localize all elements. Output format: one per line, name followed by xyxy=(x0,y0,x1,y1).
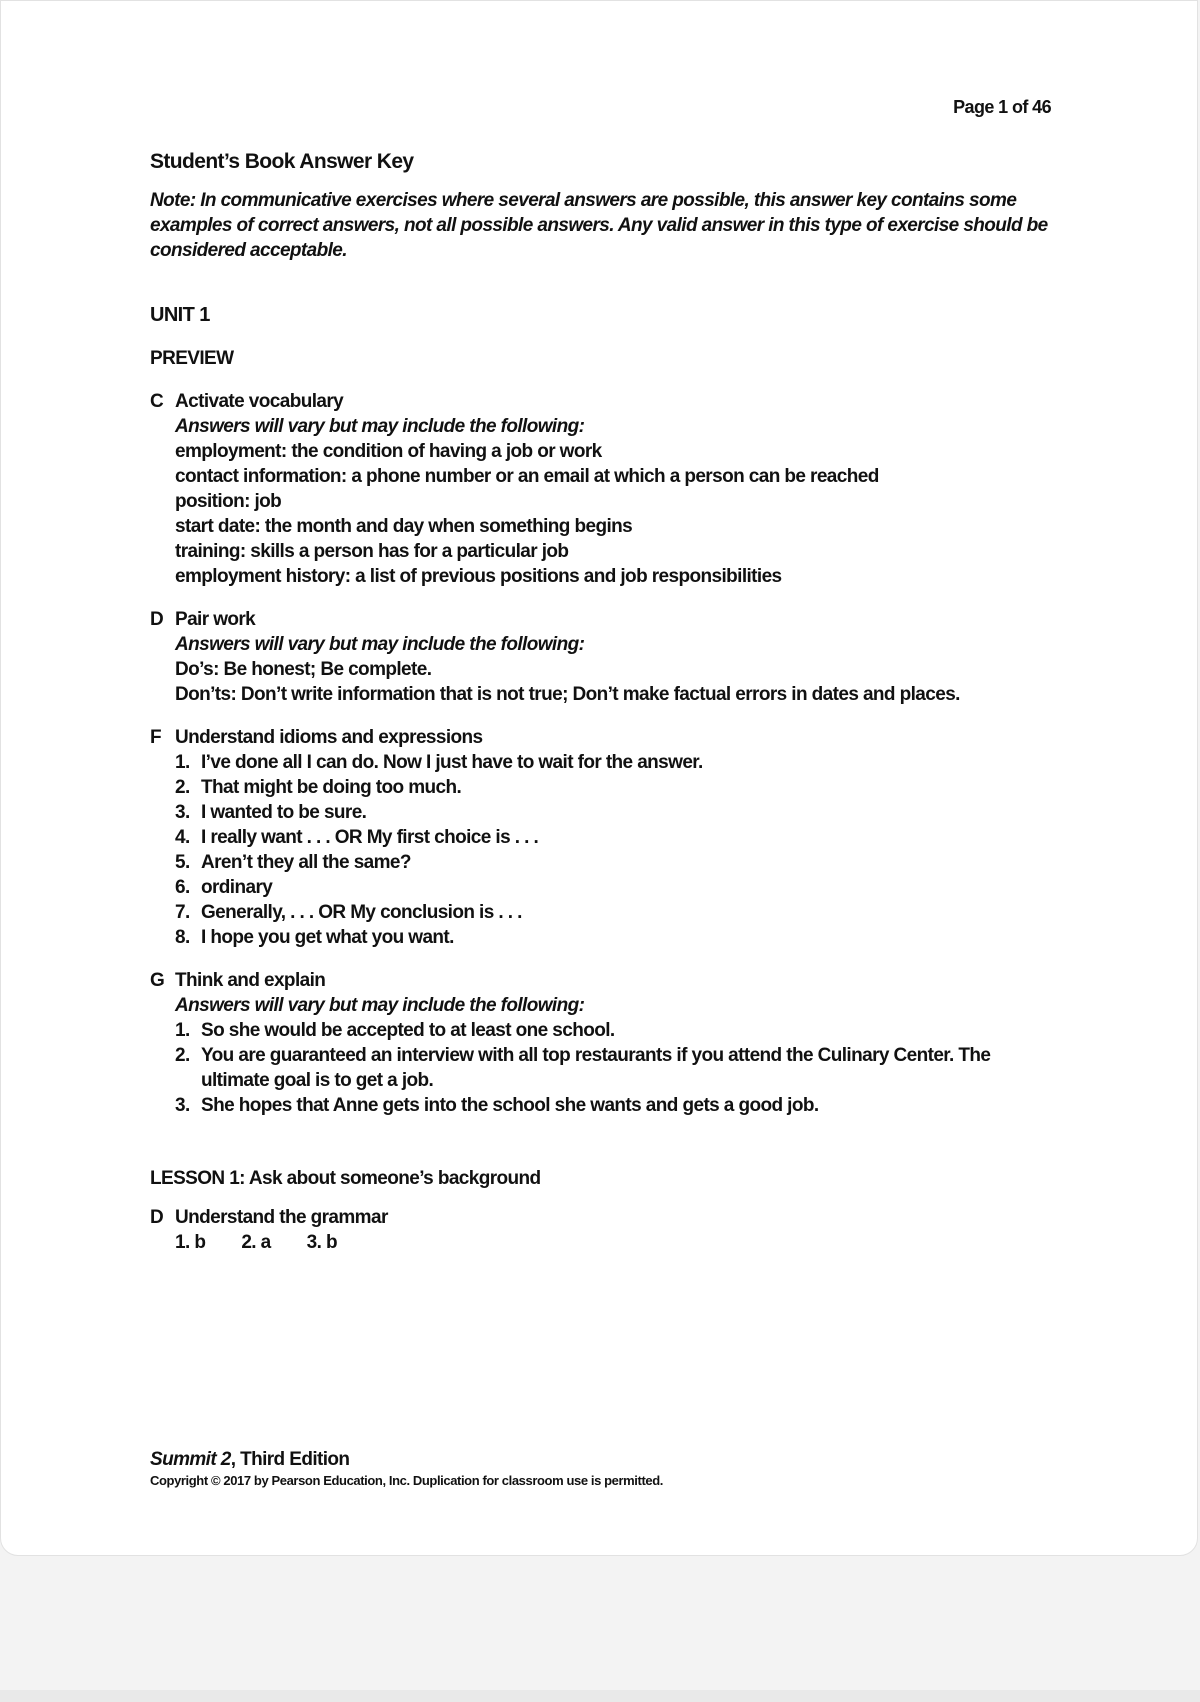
answer-number: 1. xyxy=(175,1020,190,1041)
document-title: Student’s Book Answer Key xyxy=(150,150,414,173)
numbered-answer xyxy=(175,900,1060,925)
answer-number: 7. xyxy=(175,902,190,923)
answer-intro: Answers will vary but may include the following: xyxy=(175,995,585,1016)
numbered-answer xyxy=(175,1018,1060,1043)
answer-text: I really want . . . OR My first choice is . . . xyxy=(201,827,539,848)
section-heading xyxy=(150,968,1060,993)
section-heading xyxy=(150,607,1060,632)
answer-number: 3. xyxy=(175,1095,190,1116)
grammar-answer: 1. b xyxy=(175,1232,206,1253)
answer-intro: Answers will vary but may include the following: xyxy=(175,634,585,655)
answer-text: I’ve done all I can do. Now I just have to wait for the answer. xyxy=(201,752,703,773)
section-title: Pair work xyxy=(175,609,256,630)
footer-copyright: Copyright © 2017 by Pearson Education, Inc. Duplication for classroom use is permitted. xyxy=(150,1473,663,1488)
answer-line: employment history: a list of previous positions and job responsibilities xyxy=(175,566,782,587)
section-body xyxy=(150,750,1060,950)
answer-line: contact information: a phone number or an email at which a person can be reached xyxy=(175,466,879,487)
section-heading xyxy=(150,725,1060,750)
lesson-section-d xyxy=(150,1205,1060,1255)
numbered-answer xyxy=(175,800,1060,825)
grammar-answer: 3. b xyxy=(306,1232,337,1253)
lesson-heading: LESSON 1: Ask about someone’s background xyxy=(150,1168,541,1189)
section-g xyxy=(150,968,1060,1118)
section-d xyxy=(150,607,1060,707)
section-title: Understand idioms and expressions xyxy=(175,727,483,748)
answer-text: I hope you get what you want. xyxy=(201,927,454,948)
answer-number: 4. xyxy=(175,827,190,848)
numbered-answer xyxy=(175,850,1060,875)
section-title: Activate vocabulary xyxy=(175,391,344,412)
answer-text: So she would be accepted to at least one school. xyxy=(201,1020,615,1041)
document-content xyxy=(150,149,1060,1273)
answer-intro: Answers will vary but may include the following: xyxy=(175,416,585,437)
book-edition: , Third Edition xyxy=(230,1449,350,1470)
answer-number: 8. xyxy=(175,927,190,948)
numbered-answer xyxy=(175,875,1060,900)
numbered-answer xyxy=(175,1043,1060,1093)
answer-line: position: job xyxy=(175,491,282,512)
note-paragraph: Note: In communicative exercises where several answers are possible, this answer key contains some examples of correct answers, not all possible answers. Any valid answer in this type of exercise should be considered acceptable. xyxy=(150,190,1048,261)
section-letter: D xyxy=(150,609,164,630)
section-heading xyxy=(150,389,1060,414)
answer-text: I wanted to be sure. xyxy=(201,802,367,823)
page-footer xyxy=(150,1448,663,1490)
section-heading xyxy=(150,1205,1060,1230)
grammar-answers xyxy=(150,1230,1060,1255)
numbered-answer xyxy=(175,925,1060,950)
answer-text: You are guaranteed an interview with all top restaurants if you attend the Culinary Center. The ultimate goal is to get a job. xyxy=(201,1045,991,1091)
section-title: Think and explain xyxy=(175,970,326,991)
answer-line: Do’s: Be honest; Be complete. xyxy=(175,659,432,680)
section-body xyxy=(150,993,1060,1118)
answer-line: start date: the month and day when something begins xyxy=(175,516,633,537)
answer-line: training: skills a person has for a particular job xyxy=(175,541,569,562)
page-number: Page 1 of 46 xyxy=(953,97,1051,117)
section-letter: C xyxy=(150,391,164,412)
numbered-answer xyxy=(175,825,1060,850)
answer-text: ordinary xyxy=(201,877,273,898)
section-title: Understand the grammar xyxy=(175,1207,388,1228)
answer-number: 6. xyxy=(175,877,190,898)
answer-number: 2. xyxy=(175,1045,190,1066)
answer-number: 3. xyxy=(175,802,190,823)
section-letter: F xyxy=(150,727,162,748)
section-letter: G xyxy=(150,970,165,991)
footer-book-title xyxy=(150,1448,663,1472)
numbered-answer xyxy=(175,775,1060,800)
answer-text: She hopes that Anne gets into the school she wants and gets a good job. xyxy=(201,1095,819,1116)
bottom-edge xyxy=(0,1690,1200,1702)
answer-number: 5. xyxy=(175,852,190,873)
numbered-answer xyxy=(175,750,1060,775)
unit-heading: UNIT 1 xyxy=(150,304,210,326)
answer-text: That might be doing too much. xyxy=(201,777,462,798)
answer-text: Generally, . . . OR My conclusion is . . . xyxy=(201,902,522,923)
book-name: Summit 2 xyxy=(150,1449,231,1470)
answer-text: Aren’t they all the same? xyxy=(201,852,411,873)
grammar-answer: 2. a xyxy=(241,1232,271,1253)
section-body xyxy=(150,414,1060,589)
preview-heading: PREVIEW xyxy=(150,348,234,369)
answer-line: Don’ts: Don’t write information that is not true; Don’t make factual errors in dates and places. xyxy=(175,684,960,705)
answer-line: employment: the condition of having a job or work xyxy=(175,441,602,462)
section-f xyxy=(150,725,1060,950)
section-letter: D xyxy=(150,1207,164,1228)
section-c xyxy=(150,389,1060,589)
answer-number: 1. xyxy=(175,752,190,773)
section-body xyxy=(150,632,1060,707)
numbered-answer xyxy=(175,1093,1060,1118)
answer-number: 2. xyxy=(175,777,190,798)
